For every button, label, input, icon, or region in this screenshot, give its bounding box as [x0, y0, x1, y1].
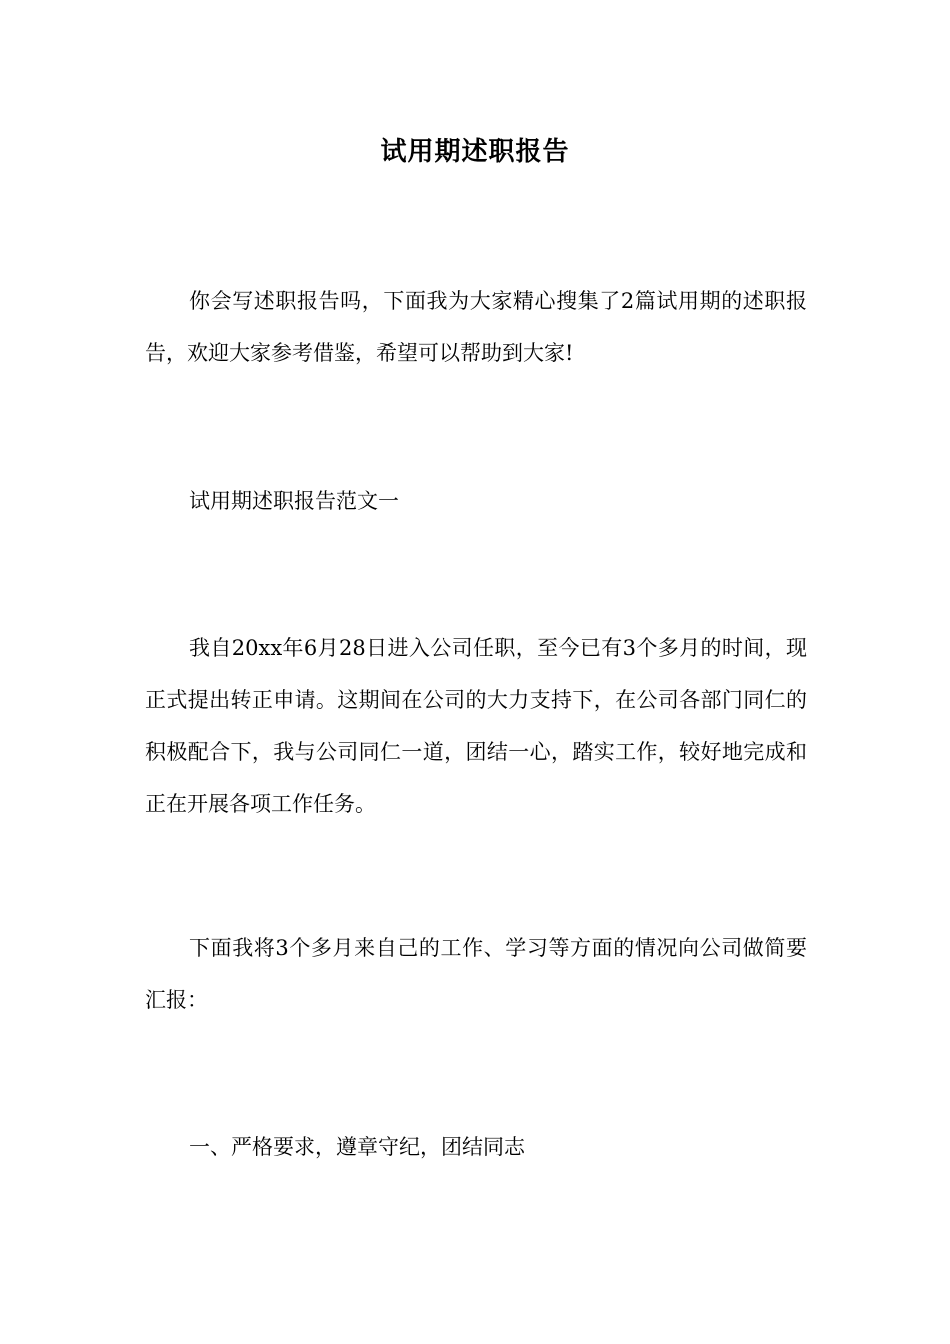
body-paragraph-summary: 下面我将3个多月来自己的工作、学习等方面的情况向公司做简要汇报： [145, 936, 807, 1012]
intro-paragraph: 你会写述职报告吗，下面我为大家精心搜集了2篇试用期的述职报告，欢迎大家参考借鉴，希望可以帮助到大家! [145, 289, 807, 365]
body-paragraph-employment: 我自20xx年6月28日进入公司任职，至今已有3个多月的时间，现正式提出转正申请。这期间在公司的大力支持下，在公司各部门同仁的积极配合下，我与公司同仁一道，团结一心，踏实工作，较好地完成和正在开展各项工作任务。 [145, 636, 807, 816]
section-heading-sample-one: 试用期述职报告范文一 [189, 489, 399, 513]
document-title: 试用期述职报告 [380, 137, 570, 167]
subsection-heading-one: 一、严格要求，遵章守纪，团结同志 [189, 1135, 525, 1159]
